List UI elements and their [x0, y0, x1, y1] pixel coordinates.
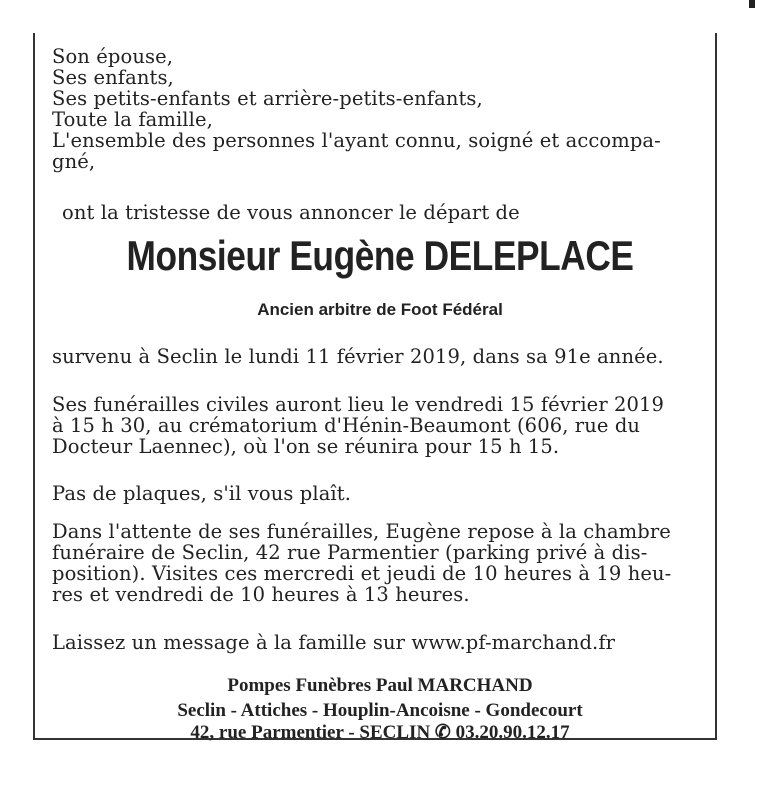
funeral-line: à 15 h 30, au crématorium d'Hénin-Beaumont (606, rue du	[52, 414, 641, 437]
funeral-details	[52, 394, 664, 457]
intro-line: Son épouse,	[52, 45, 174, 68]
funeral-line: Docteur Laennec), où l'on se réunira pour 15 h 15.	[52, 435, 560, 458]
funeral-home-name: Pompes Funèbres Paul MARCHAND	[227, 675, 533, 696]
viewing-details	[52, 521, 671, 605]
funeral-home-address: 42, rue Parmentier - SECLIN ✆ 03.20.90.12.17	[190, 722, 570, 743]
intro-line: L'ensemble des personnes l'ayant connu, soigné et accompa-	[52, 129, 661, 152]
viewing-line: res et vendredi de 10 heures à 13 heures.	[52, 583, 470, 606]
funeral-home-towns: Seclin - Attiches - Houplin-Ancoisne - Gondecourt	[177, 700, 583, 721]
corner-mark	[749, 0, 755, 8]
funeral-line: Ses funérailles civiles auront lieu le vendredi 15 février 2019	[52, 393, 665, 416]
intro-line: Toute la famille,	[52, 108, 213, 131]
announcement-text: ont la tristesse de vous annoncer le départ de	[62, 201, 520, 224]
viewing-line: Dans l'attente de ses funérailles, Eugène repose à la chambre	[52, 520, 671, 543]
deceased-name: Monsieur Eugène DELEPLACE	[126, 232, 634, 279]
viewing-line: funéraire de Seclin, 42 rue Parmentier (parking privé à dis-	[52, 541, 648, 564]
no-plaques-text: Pas de plaques, s'il vous plaît.	[52, 482, 352, 505]
intro-line: gné,	[52, 150, 96, 173]
viewing-line: position). Visites ces mercredi et jeudi de 10 heures à 19 heu-	[52, 562, 672, 585]
intro-line: Ses petits-enfants et arrière-petits-enfants,	[52, 87, 483, 110]
death-notice: survenu à Seclin le lundi 11 février 2019, dans sa 91e année.	[52, 345, 664, 368]
deceased-role: Ancien arbitre de Foot Fédéral	[257, 300, 503, 319]
family-list	[52, 46, 661, 172]
intro-line: Ses enfants,	[52, 66, 174, 89]
message-line: Laissez un message à la famille sur www.pf-marchand.fr	[52, 631, 616, 654]
